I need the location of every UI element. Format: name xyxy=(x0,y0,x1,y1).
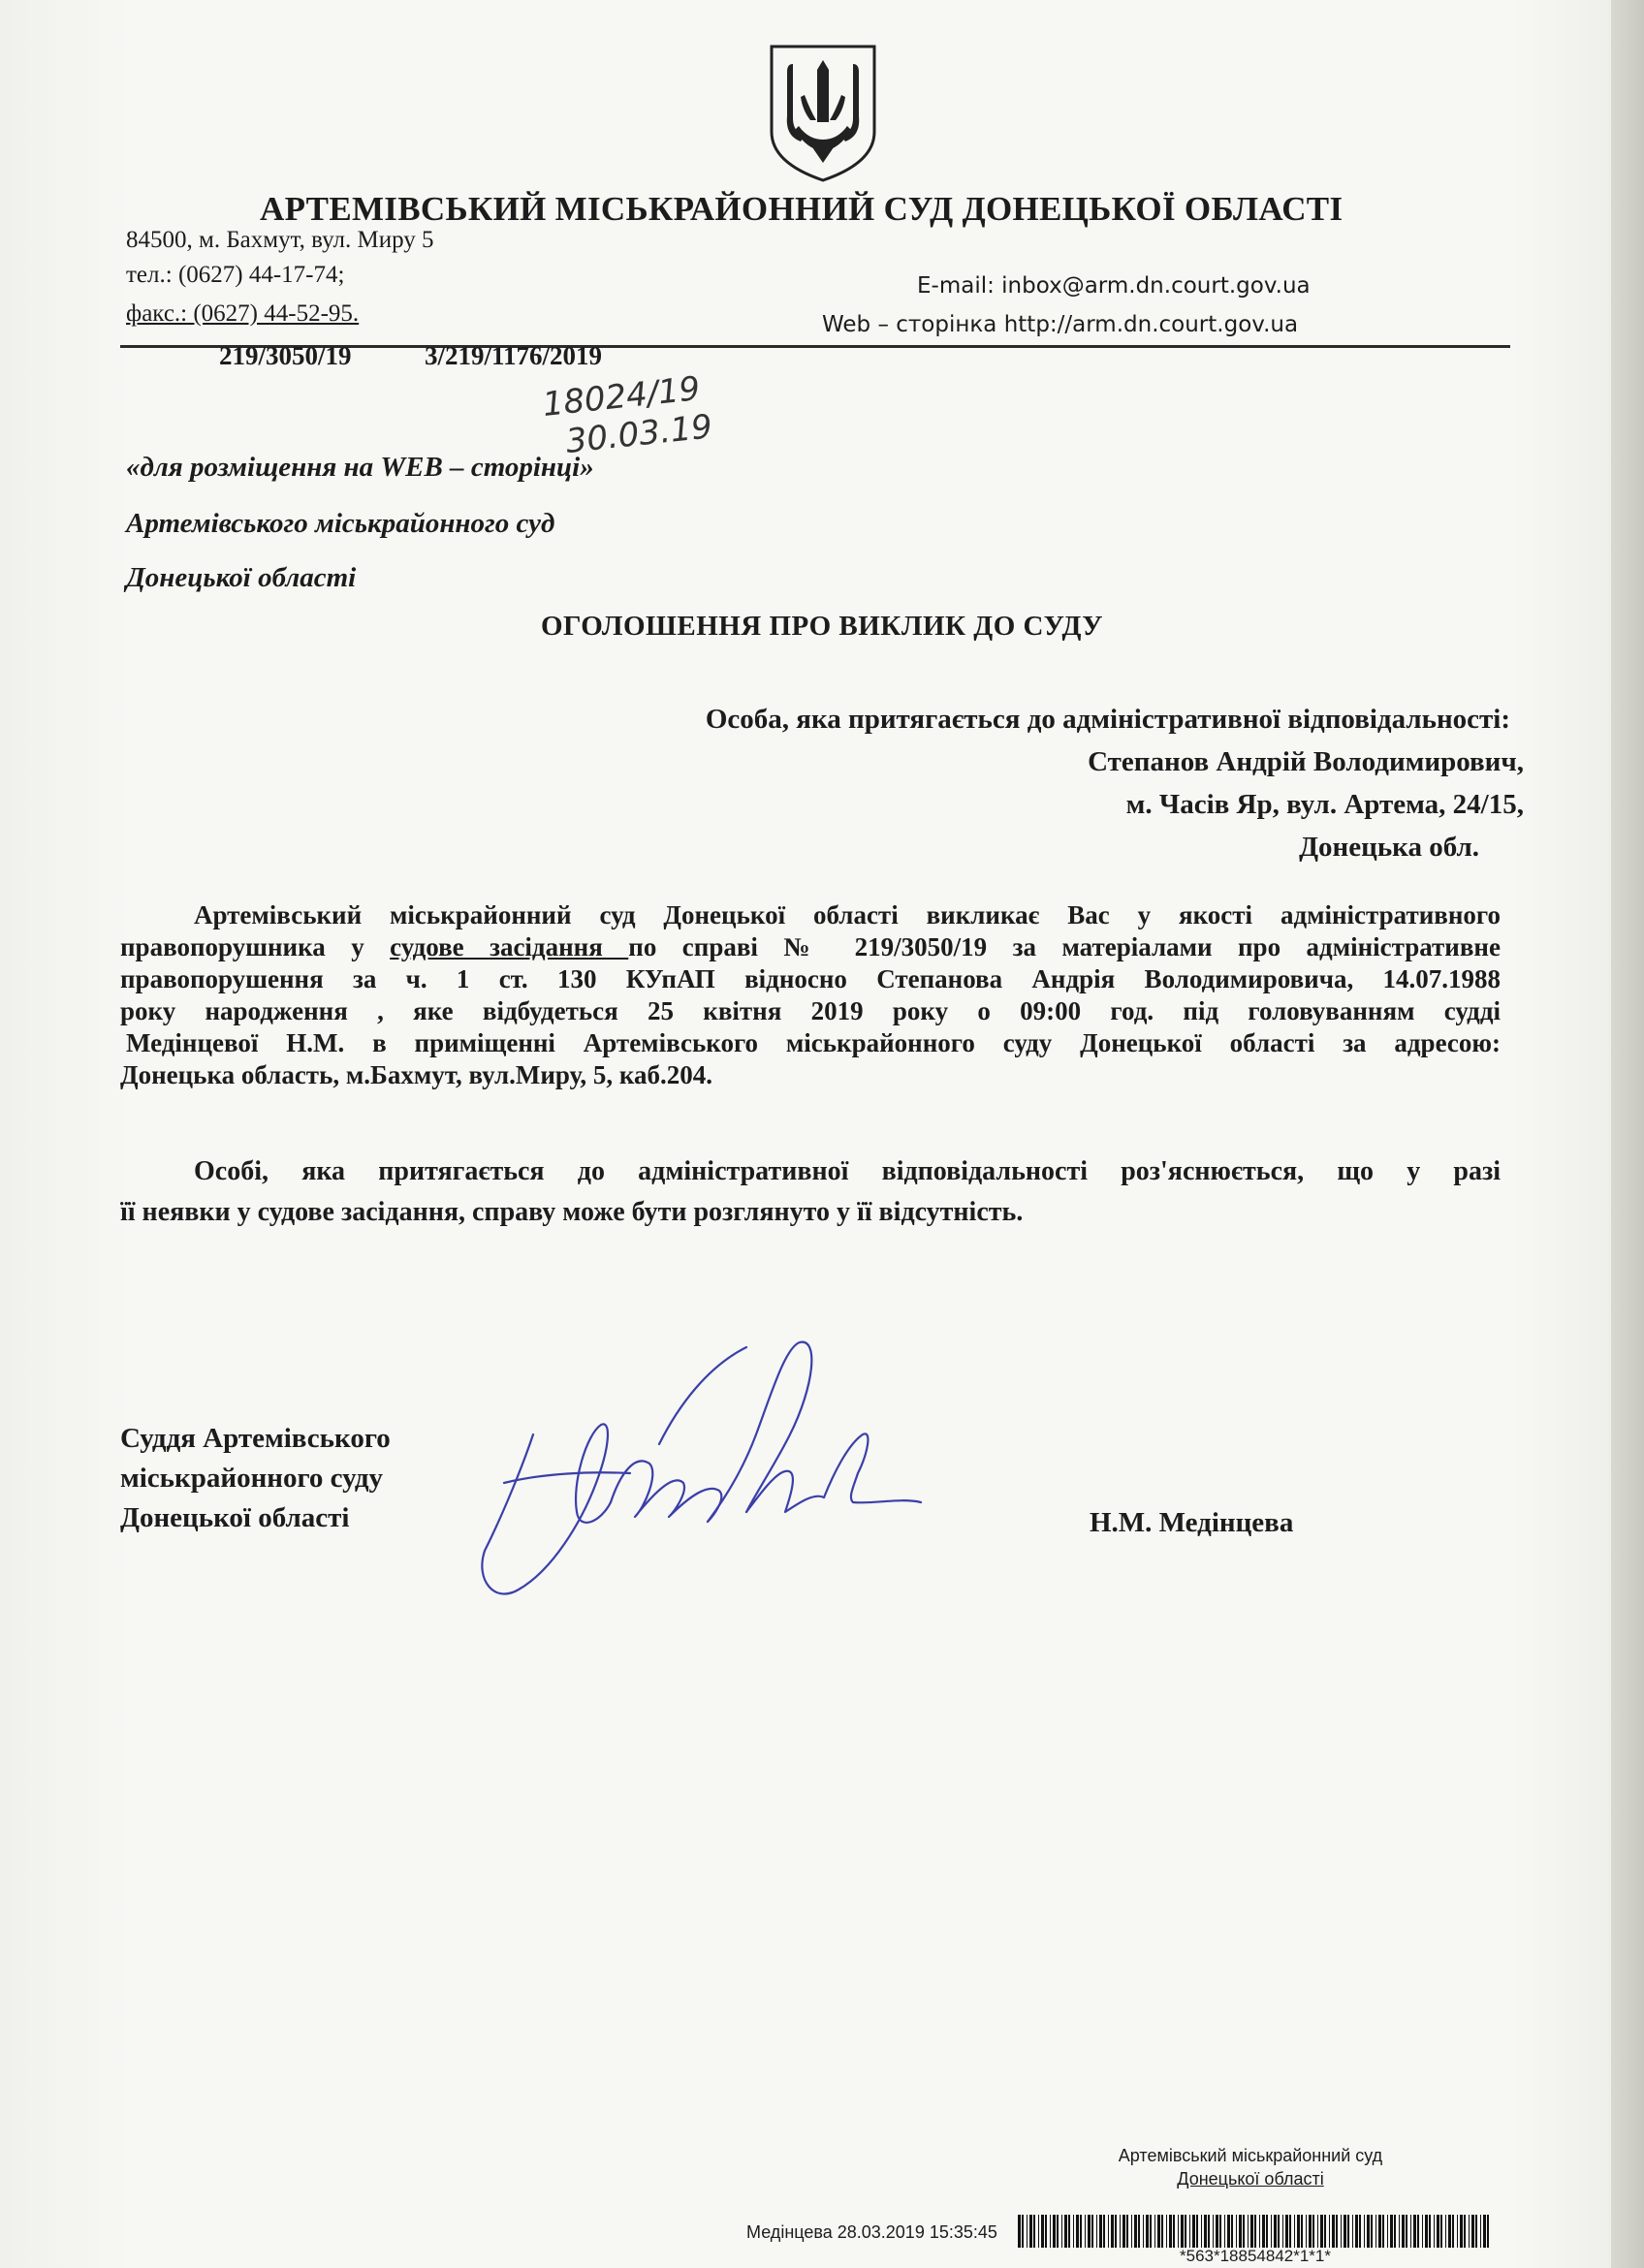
paragraph-line: правопорушення за ч. 1 ст. 130 КУпАП відносно Степанова Андрія Володимировича, 14.07.1988 xyxy=(120,964,1501,993)
scan-edge xyxy=(1611,0,1644,2268)
judge-title: Суддя Артемівського міськрайонного суду Донецької області xyxy=(120,1423,391,1533)
court-phone: тел.: (0627) 44-17-74; xyxy=(126,262,345,288)
handwritten-signature xyxy=(465,1328,931,1619)
court-address: 84500, м. Бахмут, вул. Миру 5 xyxy=(126,227,434,253)
underlined-phrase: судове засідання xyxy=(390,932,629,961)
judge-name: Н.М. Медінцева xyxy=(1090,1507,1294,1538)
document-number: 3/219/1176/2019 xyxy=(425,341,603,370)
case-number: 219/3050/19 xyxy=(219,341,352,370)
document-heading: ОГОЛОШЕННЯ ПРО ВИКЛИК ДО СУДУ xyxy=(540,611,1104,642)
registration-stamp-user: Медінцева 28.03.2019 15:35:45 xyxy=(746,2222,997,2242)
notice-paragraph xyxy=(120,1151,1501,1233)
paragraph-line: Медінцевої Н.М. в приміщенні Артемівського міськрайонного суду Донецької області за адресою: xyxy=(126,1028,1501,1057)
addressee-role: Особа, яка притягається до адміністративної відповідальності: xyxy=(705,704,1510,735)
court-fax: факс.: (0627) 44-52-95. xyxy=(126,300,360,327)
paragraph-line: Донецька область, м.Бахмут, вул.Миру, 5, каб.204. xyxy=(120,1060,712,1089)
summons-paragraph xyxy=(120,899,1501,1091)
recipient-line-1: «для розміщення на WEB – сторінці» xyxy=(126,452,594,483)
barcode-number: *563*18854842*1*1* xyxy=(1180,2247,1331,2265)
handwritten-number: 18024/19 xyxy=(540,369,703,425)
paragraph-line: її неявки у судове засідання, справу може бути розглянуто у її відсутність. xyxy=(120,1197,1024,1227)
paragraph-line: правопорушника у судове засідання по справі № 219/3050/19 за матеріалами про адміністративне xyxy=(120,932,1501,961)
court-email: E-mail: inbox@arm.dn.court.gov.ua xyxy=(917,273,1311,299)
recipient-line-3: Донецької області xyxy=(126,562,357,593)
addressee-address: м. Часів Яр, вул. Артема, 24/15, xyxy=(1125,789,1524,820)
addressee-region: Донецька обл. xyxy=(1299,832,1479,863)
coat-of-arms-icon xyxy=(764,43,882,184)
court-website: Web – сторінка http://arm.dn.court.gov.ua xyxy=(822,312,1299,337)
barcode xyxy=(1018,2215,1493,2248)
paragraph-line: Артемівський міськрайонний суд Донецької області викликає Вас у якості адміністративного xyxy=(194,900,1501,929)
registration-stamp-court: Артемівський міськрайонний суд Донецької області xyxy=(1118,2146,1383,2189)
court-name: АРТЕМІВСЬКИЙ МІСЬКРАЙОННИЙ СУД ДОНЕЦЬКОЇ ОБЛАСТІ xyxy=(260,190,1344,228)
handwritten-date: 30.03.19 xyxy=(563,407,714,461)
paragraph-line: Особі, яка притягається до адміністративної відповідальності роз'яснюється, що у разі xyxy=(194,1156,1501,1186)
paragraph-line: року народження , яке відбудеться 25 квітня 2019 року о 09:00 год. під головуванням судді xyxy=(120,996,1501,1025)
addressee-name: Степанов Андрій Володимирович, xyxy=(1088,746,1524,777)
recipient-line-2: Артемівського міськрайонного суд xyxy=(126,508,555,539)
